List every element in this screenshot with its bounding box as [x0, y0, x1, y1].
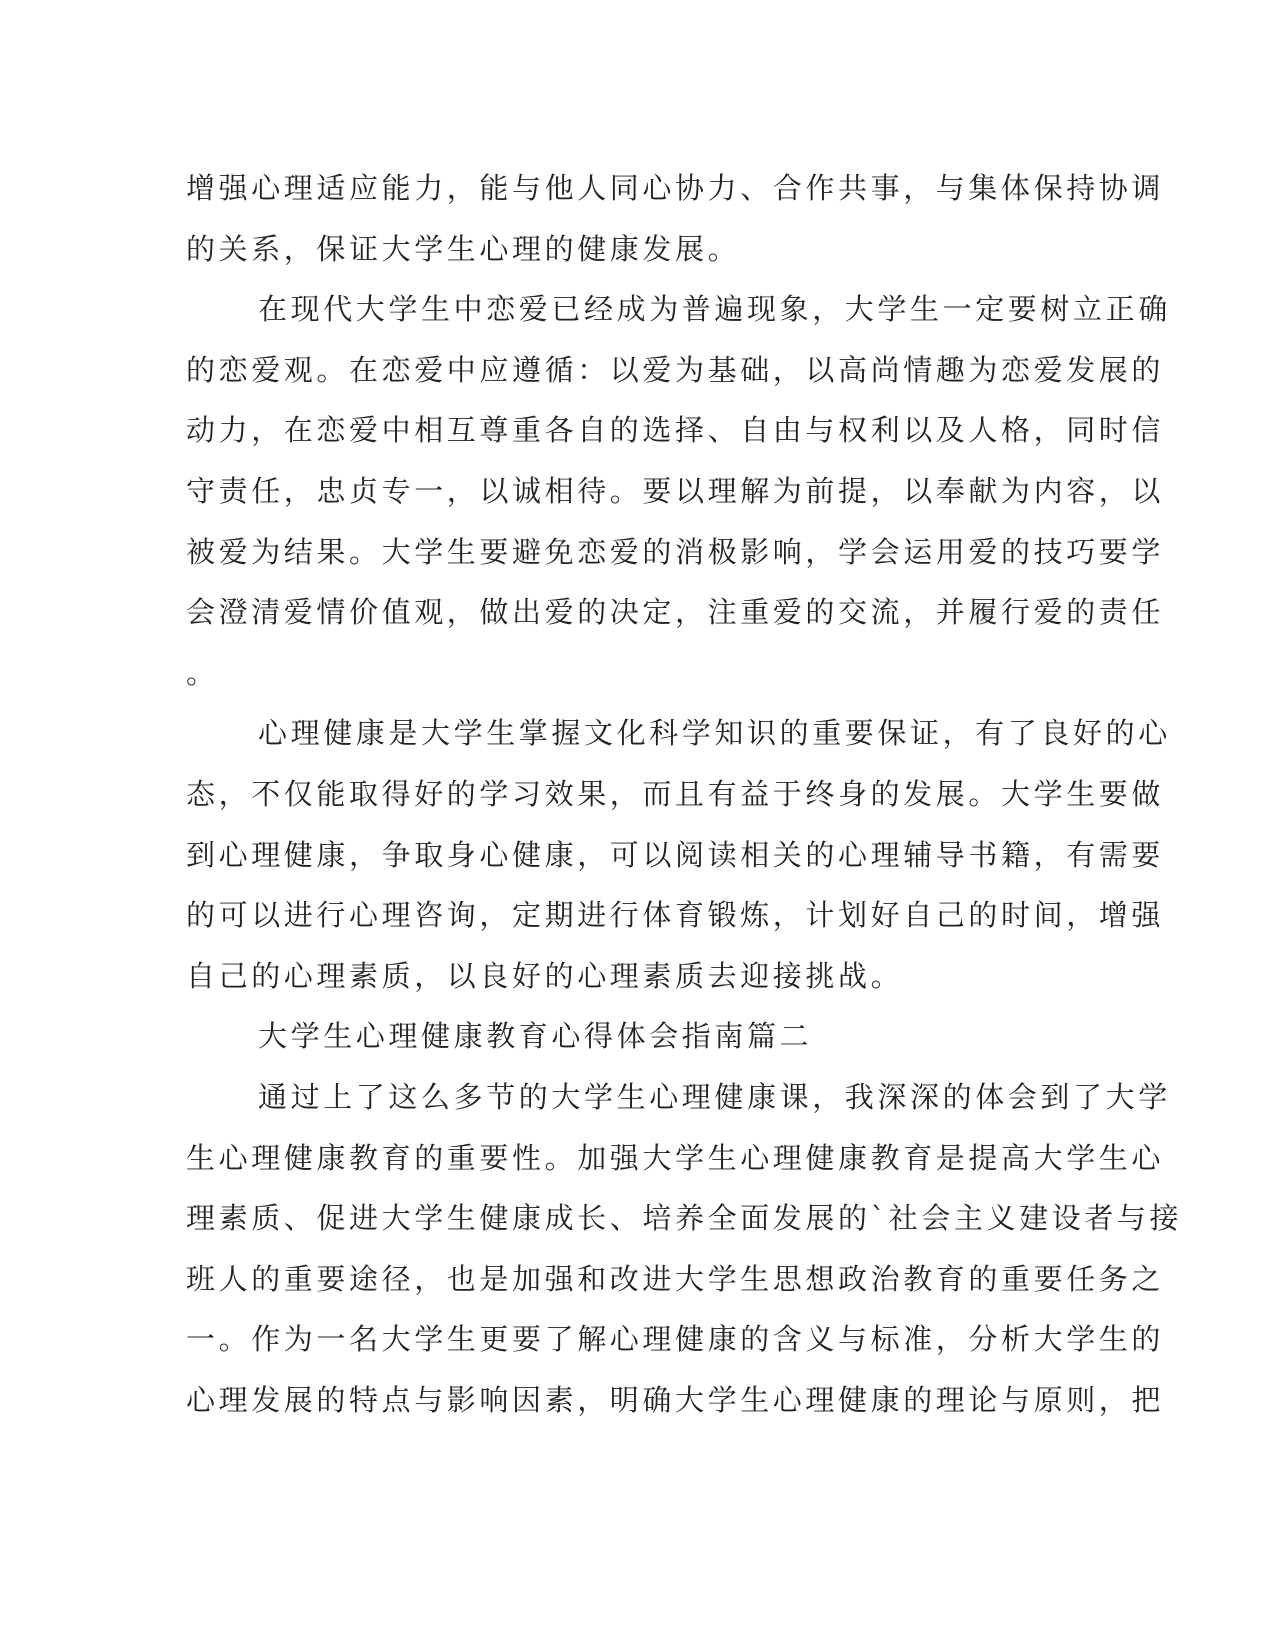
section-heading-text: 大学生心理健康教育心得体会指南篇二: [258, 1019, 813, 1054]
paragraph-2: [186, 279, 1171, 703]
text-line: 被爱为结果。大学生要避免恋爱的消极影响，学会运用爱的技巧要学: [186, 534, 1165, 569]
text-line: 理素质、促进大学生健康成长、培养全面发展的`社会主义建设者与接: [186, 1201, 1183, 1236]
text-line: 在现代大学生中恋爱已经成为普遍现象，大学生一定要树立正确: [258, 292, 1171, 327]
text-line: 班人的重要途径，也是加强和改进大学生思想政治教育的重要任务之: [186, 1261, 1165, 1296]
text-line: 的恋爱观。在恋爱中应遵循：以爱为基础，以高尚情趣为恋爱发展的: [186, 352, 1165, 387]
paragraph-1: [186, 158, 1165, 279]
paragraph-3: [186, 703, 1171, 1006]
paragraph-4: [186, 1067, 1183, 1431]
text-line: 到心理健康，争取身心健康，可以阅读相关的心理辅导书籍，有需要: [186, 837, 1165, 872]
text-line: 的可以进行心理咨询，定期进行体育锻炼，计划好自己的时间，增强: [186, 898, 1165, 933]
text-line: 自己的心理素质，以良好的心理素质去迎接挑战。: [186, 958, 904, 993]
document-body: [186, 158, 1183, 1430]
section-heading: [186, 1006, 1086, 1067]
text-line: 的关系，保证大学生心理的健康发展。: [186, 231, 741, 266]
text-line: 动力，在恋爱中相互尊重各自的选择、自由与权利以及人格，同时信: [186, 413, 1165, 448]
text-line: 守责任，忠贞专一，以诚相待。要以理解为前提，以奉献为内容，以: [186, 473, 1165, 508]
text-line: 态，不仅能取得好的学习效果，而且有益于终身的发展。大学生要做: [186, 776, 1165, 811]
text-line: 心理发展的特点与影响因素，明确大学生心理健康的理论与原则，把: [186, 1382, 1165, 1417]
text-line: 通过上了这么多节的大学生心理健康课，我深深的体会到了大学: [258, 1079, 1171, 1114]
text-line: 生心理健康教育的重要性。加强大学生心理健康教育是提高大学生心: [186, 1140, 1165, 1175]
text-line: 心理健康是大学生掌握文化科学知识的重要保证，有了良好的心: [258, 716, 1171, 751]
text-line: 一。作为一名大学生更要了解心理健康的含义与标准，分析大学生的: [186, 1322, 1165, 1357]
text-line: 。: [186, 655, 219, 690]
text-line: 会澄清爱情价值观，做出爱的决定，注重爱的交流，并履行爱的责任: [186, 595, 1165, 630]
text-line: 增强心理适应能力，能与他人同心协力、合作共事，与集体保持协调: [186, 171, 1165, 205]
